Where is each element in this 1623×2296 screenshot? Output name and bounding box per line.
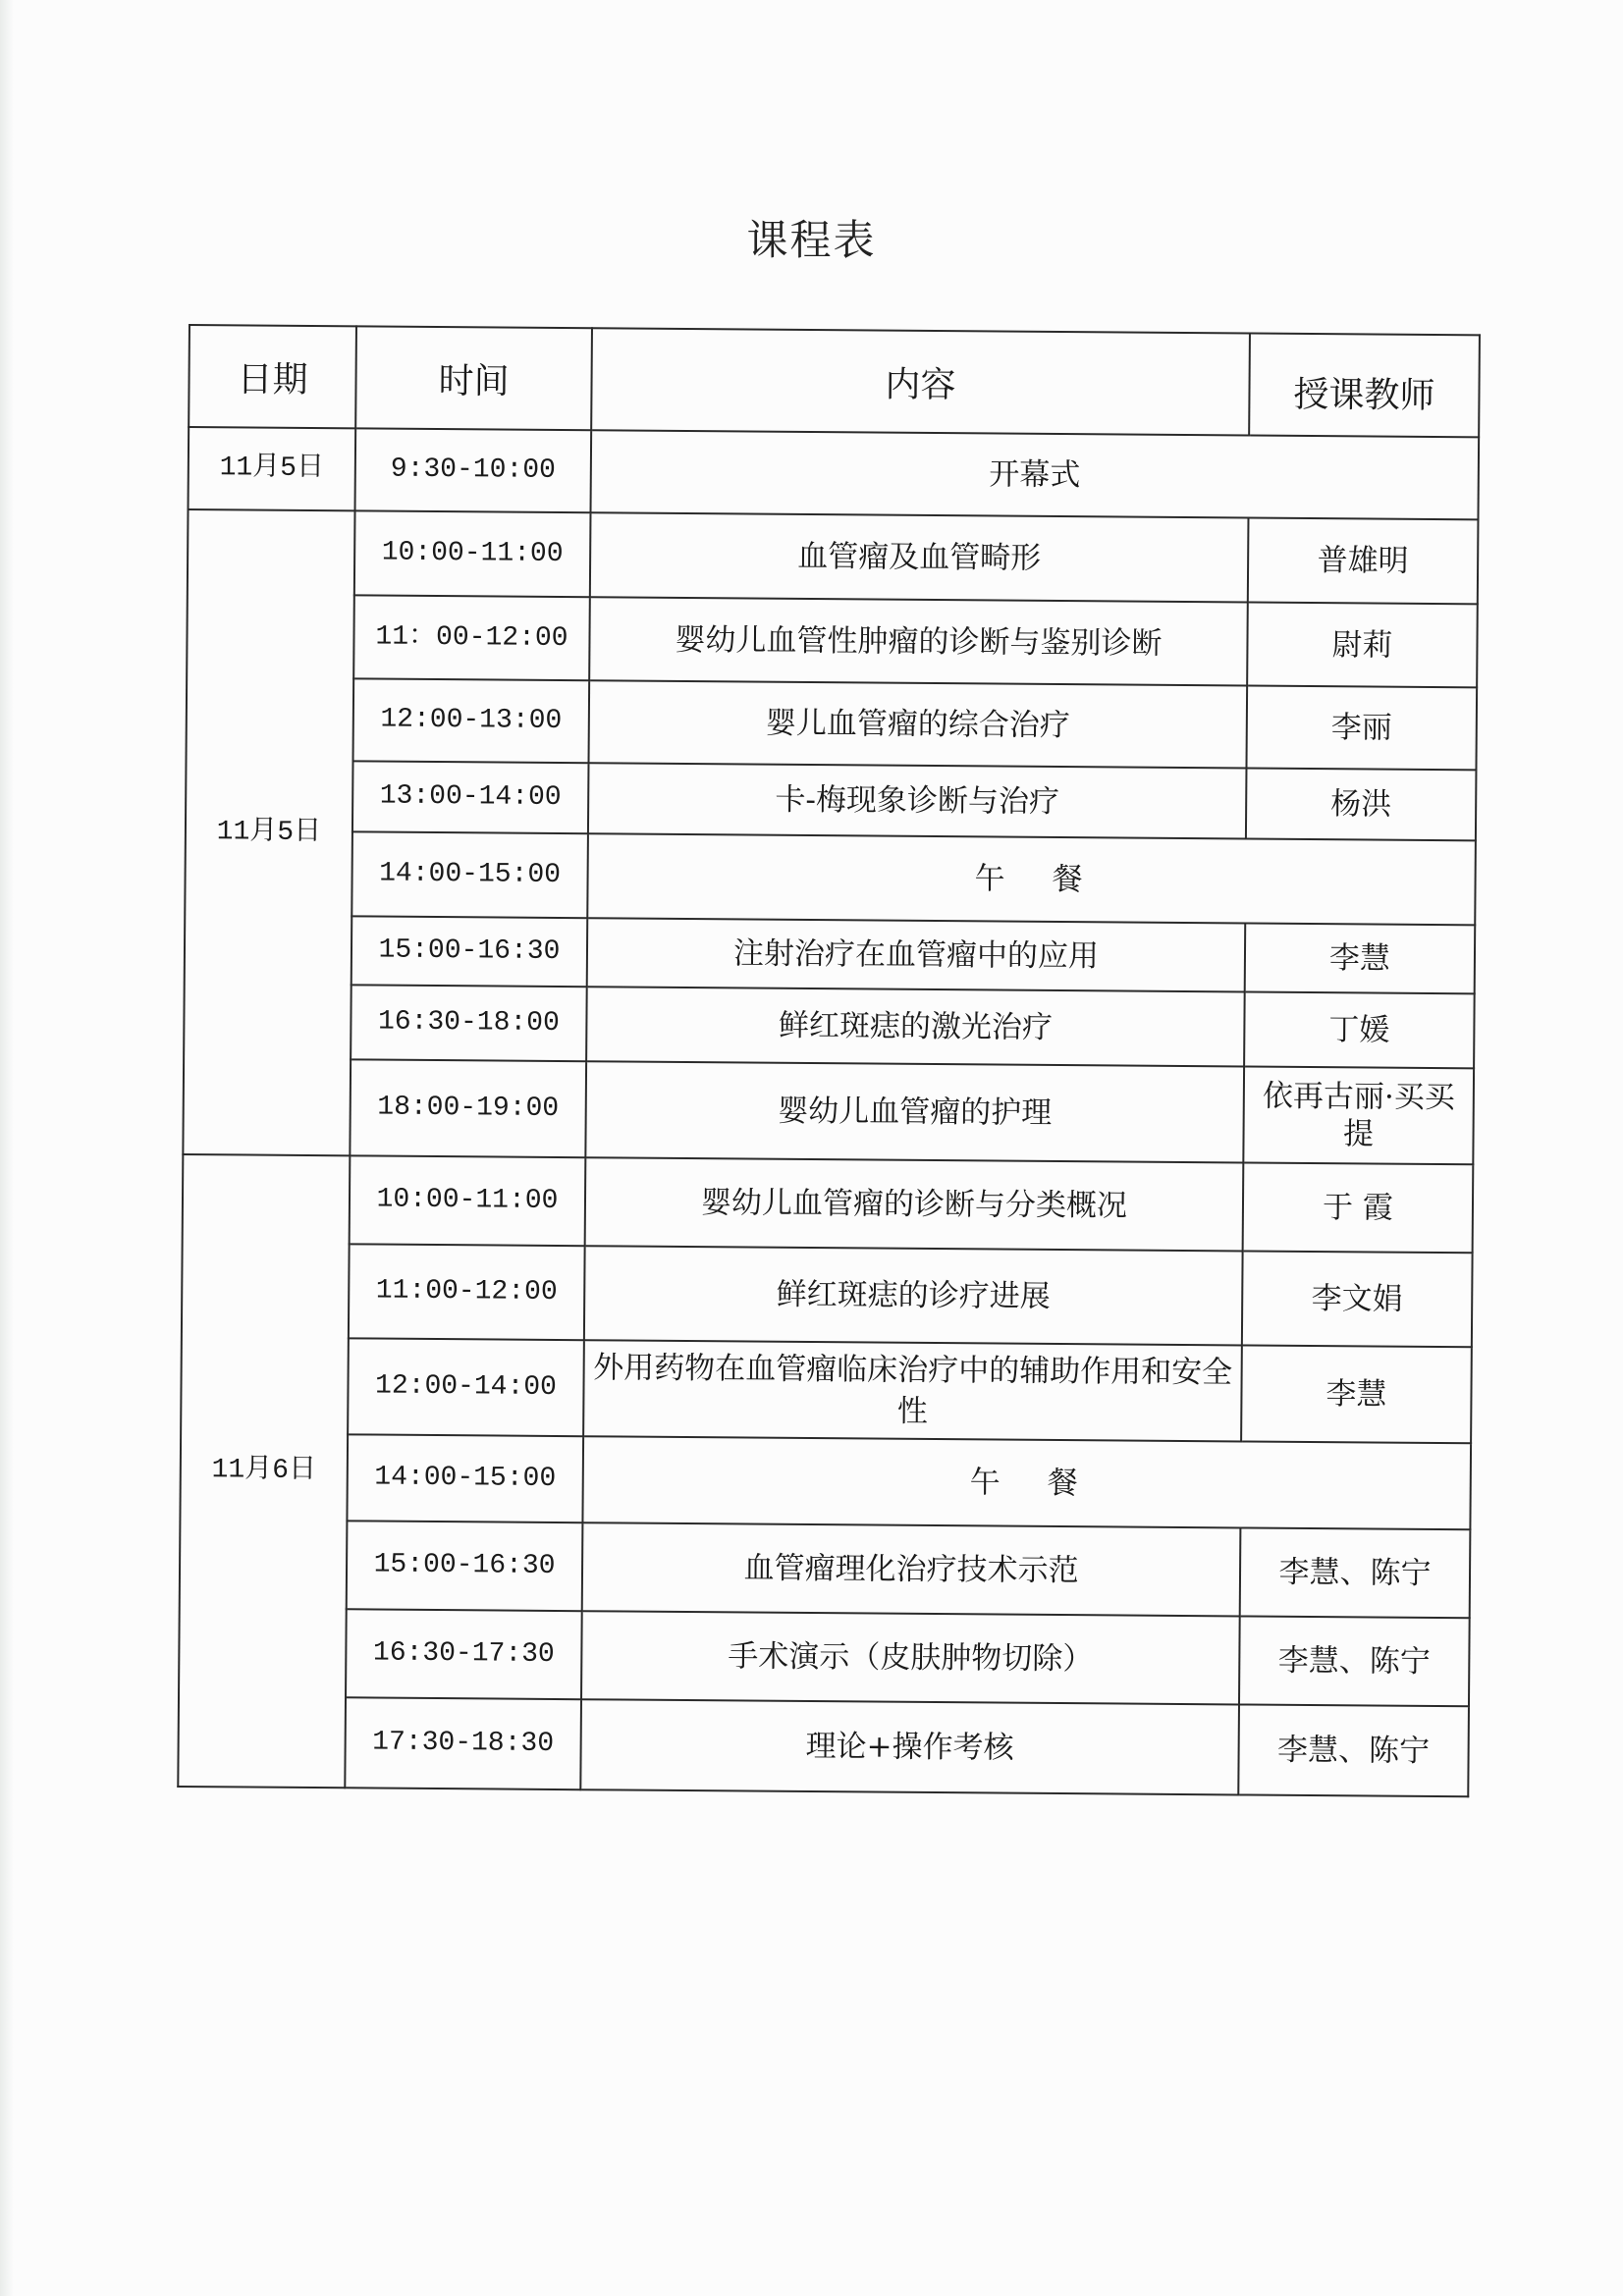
content-cell: 血管瘤及血管畸形	[590, 512, 1249, 602]
time-cell: 14:00-15:00	[347, 1434, 583, 1522]
content-cell: 婴儿血管瘤的综合治疗	[589, 680, 1248, 768]
table-row	[179, 1608, 1470, 1706]
content-cell: 婴幼儿血管瘤的护理	[585, 1061, 1244, 1162]
table-row	[178, 1696, 1469, 1796]
time-cell: 11:00-12:00	[349, 1244, 585, 1340]
teacher-cell: 丁媛	[1244, 991, 1475, 1068]
teacher-cell: 李慧、陈宁	[1238, 1704, 1469, 1796]
content-cell: 婴幼儿血管性肿瘤的诊断与鉴别诊断	[589, 597, 1248, 685]
content-cell: 鲜红斑痣的诊疗进展	[584, 1246, 1243, 1345]
table-row	[182, 1243, 1473, 1347]
lunch-cell: 午餐	[587, 833, 1476, 925]
table-row	[188, 509, 1479, 604]
time-cell: 9:30-10:00	[355, 428, 592, 512]
table-row-lunch	[180, 1433, 1471, 1529]
teacher-cell: 李丽	[1246, 685, 1477, 770]
time-cell: 13:00-14:00	[352, 761, 589, 833]
lunch-cell: 午餐	[582, 1436, 1471, 1529]
teacher-cell: 于 霞	[1243, 1162, 1474, 1253]
teacher-cell: 李慧、陈宁	[1239, 1616, 1470, 1706]
header-row	[189, 325, 1480, 437]
table-row-opening	[189, 427, 1480, 519]
time-cell: 12:00-14:00	[348, 1338, 584, 1436]
date-cell-day1: 11月5日	[183, 509, 354, 1155]
content-cell: 手术演示（皮肤肿物切除）	[581, 1611, 1240, 1704]
time-cell: 14:00-15:00	[352, 831, 588, 918]
header-teacher: 授课教师	[1249, 333, 1480, 437]
time-cell: 10:00-11:00	[354, 510, 591, 597]
time-cell: 15:00-16:30	[347, 1521, 583, 1611]
date-cell-day2: 11月6日	[178, 1154, 350, 1788]
teacher-cell: 尉莉	[1247, 602, 1478, 687]
content-cell: 外用药物在血管瘤临床治疗中的辅助作用和安全性	[583, 1340, 1242, 1441]
table-row	[185, 915, 1476, 993]
teacher-cell: 李慧	[1241, 1345, 1472, 1443]
table-row	[186, 760, 1477, 840]
header-date: 日期	[189, 325, 356, 428]
content-cell: 卡-梅现象诊断与治疗	[588, 763, 1247, 838]
teacher-cell: 杨洪	[1246, 768, 1477, 840]
content-cell: 注射治疗在血管瘤中的应用	[587, 918, 1246, 991]
teacher-cell: 李慧、陈宁	[1240, 1527, 1471, 1618]
table-row	[183, 1058, 1474, 1164]
time-cell: 16:30-17:30	[346, 1609, 582, 1699]
teacher-cell: 普雄明	[1248, 517, 1479, 604]
date-cell: 11月5日	[189, 427, 356, 510]
table-row-lunch	[185, 830, 1476, 925]
table-row	[183, 1154, 1474, 1253]
teacher-cell: 依再古丽·买买提	[1243, 1066, 1474, 1164]
content-cell: 鲜红斑痣的激光治疗	[586, 987, 1245, 1066]
table-row	[187, 594, 1478, 687]
content-cell: 血管瘤理化治疗技术示范	[582, 1522, 1241, 1616]
page-edge	[0, 0, 14, 2296]
header-time: 时间	[355, 326, 592, 430]
content-cell: 婴幼儿血管瘤的诊断与分类概况	[585, 1157, 1244, 1251]
time-cell: 15:00-16:30	[352, 916, 588, 987]
table-row	[180, 1520, 1471, 1618]
teacher-cell: 李慧	[1245, 923, 1476, 993]
schedule-table	[177, 324, 1481, 1797]
time-cell: 16:30-18:00	[351, 985, 587, 1061]
time-cell: 18:00-19:00	[350, 1059, 586, 1157]
time-cell: 10:00-11:00	[350, 1155, 586, 1246]
table-row	[184, 984, 1475, 1068]
time-cell: 12:00-13:00	[353, 678, 590, 763]
time-cell: 11：00-12:00	[353, 595, 590, 680]
page-title: 课程表	[746, 216, 877, 264]
teacher-cell: 李文娟	[1242, 1251, 1473, 1347]
header-content: 内容	[591, 328, 1250, 435]
content-cell: 理论+操作考核	[580, 1699, 1239, 1794]
table-row	[187, 677, 1478, 770]
table-row	[181, 1337, 1472, 1443]
content-cell: 开幕式	[591, 430, 1480, 519]
time-cell: 17:30-18:30	[345, 1697, 581, 1789]
